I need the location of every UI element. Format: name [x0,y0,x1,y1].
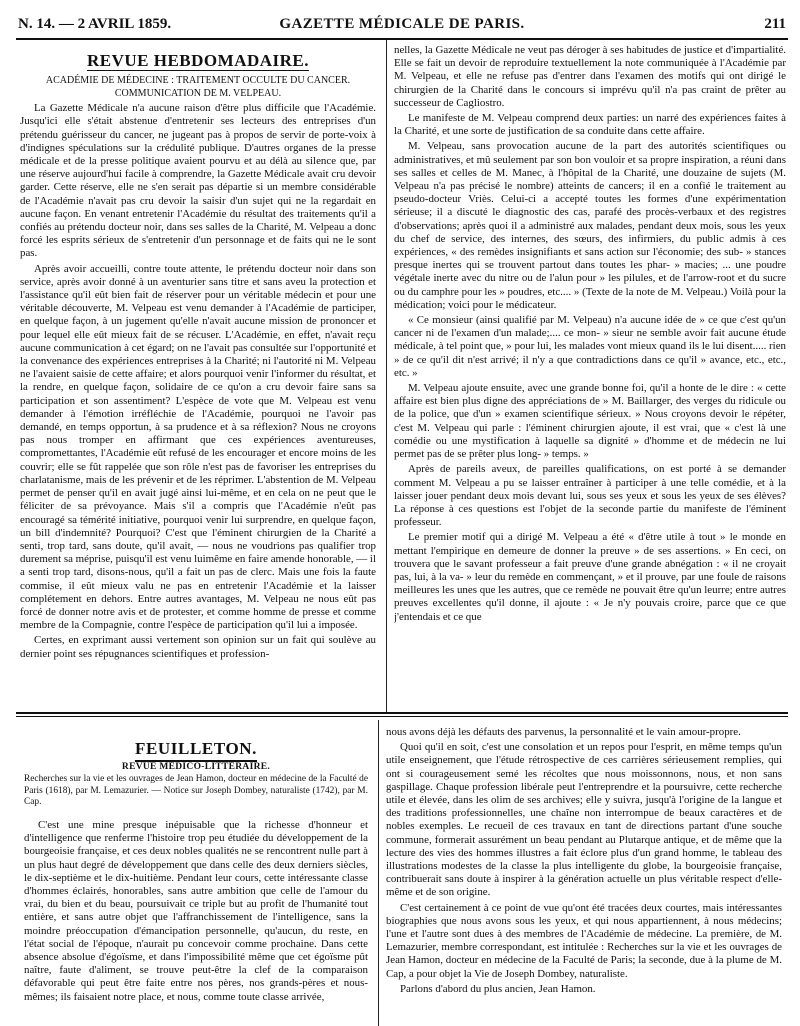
feuilleton-paragraph: C'est une mine presque inépuisable que la richesse d'honneur et d'intelligence que renferme l'histoire trop peu étudiée du développement de la bourgeoisie française, et ces deux nobles qualités ne se rencontrent nulle part à un plus haut degré de développement que dans celle des deux derniers siècles, le dix-septième et le dix-huitième. Pendant leur cours, cette intéressante classe d'hommes éclairés, honorables, sans autre ambition que celle de l'amour du vrai, du bien et du beau, poursuivait ce triple but au profit de l'humanité tout entière, et sans autre objet que l'affranchissement de l'intelligence, sans la moindre préoccupation d'émancipation personnelle, qu'aucun, du reste, en l'état social de l'époque, n'aurait pu concevoir comme prochaine. Dans cette absence absolue d'égoïsme, et dans l'impossibilité même que cet égoïsme pût naître, faute d'aliment, se trouve peut-être la clef de la comparaison défavorable qui peut être faite entre nos pères, nos grands-pères et nous-mêmes; ils faisaient notre place, et nous, comme toute classe arrivée, [24,818,368,1003]
page-number: 211 [764,16,786,32]
feuilleton-reference: Recherches sur la vie et les ouvrages de Jean Hamon, docteur en médecine de la Faculté de Paris (1618), par M. Lemazurier. — Notice sur Joseph Dombey, naturaliste (1742), par M. Cap. [24,774,368,808]
feuilleton-paragraph: C'est certainement à ce point de vue qu'ont été tracées deux courtes, mais intéressantes biographies que nous avons sous les yeux, et qui nous appartiennent, à nous médecins; l'une et l'autre sont dues à des membres de l'Académie de médecine. La première, de M. Lemazurier, membre correspondant, est intitulée : Recherches sur la vie et les ouvrages de Jean Hamon, docteur en médecine de la Faculté de Paris; la seconde, due à la plume de M. Cap, a pour objet la Vie de Joseph Dombey, naturaliste. [386,901,782,980]
header-rule [16,38,788,40]
revue-column-right [394,44,786,706]
feuilleton-paragraph: Quoi qu'il en soit, c'est une consolation et un repos pour l'esprit, en même temps qu'un utile enseignement, que l'étude rétrospective de ces carrières sérieusement remplies, qui ont si courageusement semé les récoltes que nous moissonnons, nous, et non sans gaspillage. Chaque profession libérale peut l'entreprendre et la poursuivre, cette recherche utile et élevée, dans les olim de ses archives; elle y suivra, jusqu'à l'origine de la langue et des traditions professionnelles, une chaîne non interrompue de beaux caractères et de nobles exemples. Le recueil de ces travaux en tant de directions partant d'une souche commune, formerait assurément un beau pendant au Plutarque antique, et de même que la lecture des vies des hommes illustres a fait éclore plus d'un grand homme, le tableau des illustrations modestes de la classe la plus intelligente du globe, la bourgeoisie française, contribuerait sans doute à inspirer à la génération actuelle un plus véritable respect d'elle-même et de son origine. [386,741,782,899]
revue-column-left [20,44,376,702]
column-divider-top [386,40,387,712]
feuilleton-column-right [386,726,782,1024]
revue-paragraph: nelles, la Gazette Médicale ne veut pas déroger à ses habitudes de justice et d'impartialité. Elle se fait un devoir de reproduire textuellement la note communiquée à l'Académie par M. Velpeau, et elle ne refuse pas d'entrer dans l'examen des motifs qui ont dirigé le chirurgien de la Charité dans le concours si imprévu qu'il n'a pas craint de prêter au successeur de Cagliostro. [394,44,786,109]
revue-paragraph: Le premier motif qui a dirigé M. Velpeau a été « d'être utile à tout » le monde en mettant l'empirique en demeure de donner la preuve » de ses assertions. » En ceci, on trouvera que le savant professeur a fait preuve d'une grande abnégation : « il ne croyait pas, lui, à la va- » leur du remède en commençant, » et il prouve, par une foule de raisons meilleures les unes que les autres, que ce remède ne pouvait être qu'un leurre; entre autres preuves excellentes qu'il donne, il ajoute : « Je n'y pouvais croire, parce que ce que j'entendais et ce que [394,531,786,623]
running-header [18,12,786,38]
revue-paragraph: Après avoir accueilli, contre toute attente, le prétendu docteur noir dans son service, après avoir donné à un aventurier sans titre et sans aveu la protection et l'assistance qu'il eût bien fait de réserver pour un véritable médecin et pour une véritable découverte, M. Velpeau est venu demander à l'Académie de participer, en quelque façon, à un jugement qu'elle n'avait aucune mission de prononcer et pour lequel elle eût mieux fait de se récuser. L'Académie, en effet, n'avait reçu aucune communication à cet égard; on ne l'avait pas consultée sur l'opportunité et la convenance des expériences entreprises à la Charité; ni l'autorité ni M. Velpeau ne l'avaient saisie de cette affaire; et alors pourquoi venir l'informer du résultat, et la rendre, en quelque façon, solidaire de ce qu'on a cru devoir faire sans sa participation et son assentiment? L'espèce de vote que M. Velpeau est venu demander à l'émotion irréfléchie de l'Académie, pourquoi ne l'avoir pas demandé, en temps opportun, à sa prudence et à sa réflexion? Nous ne croyons pas nous tromper en affirmant que ces expériences aventureuses, compromettantes, l'Académie eût refusé de les encourager et encore moins de les couvrir; elle se fût rappelée que son rôle n'est pas de favoriser les entreprises du charlatanisme, mais de les prévenir et de les réprimer. L'abstention de M. Velpeau permet de penser qu'il en avait jugé ainsi lui-même, et en cela on ne peut que le féliciter de sa prévoyance. Mais s'il a compris que l'Académie n'eût pas encouragé sa témérité initiative, pourquoi venir lui surprendre, en quelque façon, un bill d'indemnité? Pourquoi? C'est que l'éminent chirurgien de la Charité a senti, trop tard, sans doute, qu'il avait, — nous ne voudrions pas qualifier trop durement sa méprise, puisqu'il est venu luimême en faire amende honorable, — il a senti trop tard, disons-nous, qu'il a fait un pas de clerc. Mais une fois la faute commise, il eût mieux valu ne pas en entretenir l'Académie et la laisser complétement en dehors. Entre autres avantages, M. Velpeau ne nous eût pas forcé de donner notre avis et de protester, et comme homme de presse et comme membre de la Compagnie, contre l'espèce de participation qu'il lui a imposée. [20,262,376,632]
feuilleton-subtitle: REVUE MÉDICO-LITTÉRAIRE. [121,762,271,773]
revue-paragraph: M. Velpeau, sans provocation aucune de la part des autorités scientifiques ou administratives, et mû seulement par son bon vouloir et sa propre inspiration, a réuni dans ses salles et celles de M. Manec, à l'hôpital de la Charité, une douzaine de sujets (M. Velpeau n'a pas précisé le nombre) atteints de cancers; il en a confié le traitement au pseudo-docteur Vriès. Celui-ci a accepté toutes les formes d'une expérimentation sérieuse; il a discuté le diagnostic des cas, parafé des procès-verbaux et des registres d'observations; après quoi il a administré aux malades, pendant deux mois, sous les yeux du chef de service, des internes, des sœurs, des infirmiers, du public admis à ces expériences, « des remèdes insignifiants et sans action sur l'économie; des sub- » stances presque inertes qui se trouvent partout dans toutes les phar- » macies; ... une poudre végétale inerte avec du nitre ou de l'alun pour » les pilules, et de l'arrow-root et du sucre ou du camphre pour les » poudres, etc.... » (Texte de la note de M. Velpeau.) Voilà pour la médication; voici pour le médicateur. [394,140,786,311]
feuilleton-rule [16,712,788,714]
feuilleton-rule-thin [16,716,788,717]
feuilleton-title: FEUILLETON. [135,739,257,762]
revue-subtitle: ACADÉMIE DE MÉDECINE : TRAITEMENT OCCULTE DU CANCER. COMMUNICATION DE M. VELPEAU. [45,75,351,99]
revue-quote: « Ce monsieur (ainsi qualifié par M. Velpeau) n'a aucune idée de » ce que c'est qu'un cancer ni de l'examen d'un malade;.... ce mon- » sieur ne semble avoir fait aucune étude médicale, à tel point que, » pour lui, les malades vont mieux quand ils le lui disent..... rien » de ce qu'il dit n'est arrivé; il n'y a que contradictions dans ce qu'il » avance, etc., etc., etc. » [394,314,786,379]
feuilleton-paragraph: Parlons d'abord du plus ancien, Jean Hamon. [400,982,596,995]
revue-paragraph: Le manifeste de M. Velpeau comprend deux parties: un narré des expériences faites à la Charité, et une sorte de justification de sa conduite dans cette affaire. [394,112,786,138]
journal-title: GAZETTE MÉDICALE DE PARIS. [279,16,525,32]
revue-paragraph: La Gazette Médicale n'a aucune raison d'être plus difficile que l'Académie. Jusqu'ici elle s'était abstenue d'entretenir ses lecteurs des entreprises d'un prétendu guérisseur du cancer, ne jugeant pas à propos de servir de porte-voix à d'indignes spéculations sur la crédulité publique. D'autres organes de la presse médicale et de la presse politique avaient pourvu et au délà au silence que, par une réserve aujourd'hui facile à comprendre, la Gazette Médicale avait cru devoir garder. Cette réserve, elle ne s'en serait pas départie si un membre considérable de l'Académie n'avait pas cru devoir la saisir d'un sujet qui ne la regardait en aucune façon. En venant entretenir l'Académie du résultat des traitements qu'il a confiés au prétendu docteur noir, dans ses salles de la Charité, M. Velpeau a donc forcé les esprits sérieux de s'entretenir d'un personnage et de faits qui ne le sont pas. [20,102,376,260]
revue-paragraph: M. Velpeau ajoute ensuite, avec une grande bonne foi, qu'il a honte de le dire : « cette affaire est bien plus digne des appréciations de » M. Baillarger, des verges du ridicule ou de la police, que d'un » examen scientifique sérieux. » Nous croyons devoir le répéter, c'est M. Velpeau qui parle : l'éminent chirurgien ajoute, il est vrai, que « c'est là une comédie ou une mystification à laquelle sa dignité » d'homme et de médecin ne lui permet pas de se prêter plus long- » temps. » [394,382,786,461]
feuilleton-heading [24,739,368,758]
feuilleton-paragraph: nous avons déjà les défauts des parvenus, la personnalité et le vain amour-propre. [386,726,741,738]
revue-paragraph: Après de pareils aveux, de pareilles qualifications, on est porté à se demander comment M. Velpeau a pu se laisser entraîner à participer à une telle comédie, et à la laisser jouer pendant deux mois devant lui, sous ses yeux et sous les yeux de ses élèves? La réponse à ces questions est l'objet de la seconde partie du manifeste de l'éminent professeur. [394,463,786,529]
revue-paragraph: Certes, en exprimant aussi vertement son opinion sur un fait qui soulève au dernier point ses répugnances scientifiques et profession- [20,634,376,660]
revue-title: REVUE HEBDOMADAIRE. [86,51,310,70]
column-divider-bottom [378,720,379,1026]
feuilleton-column-left [24,724,368,1024]
issue-date: N. 14. — 2 AVRIL 1859. [18,16,172,32]
